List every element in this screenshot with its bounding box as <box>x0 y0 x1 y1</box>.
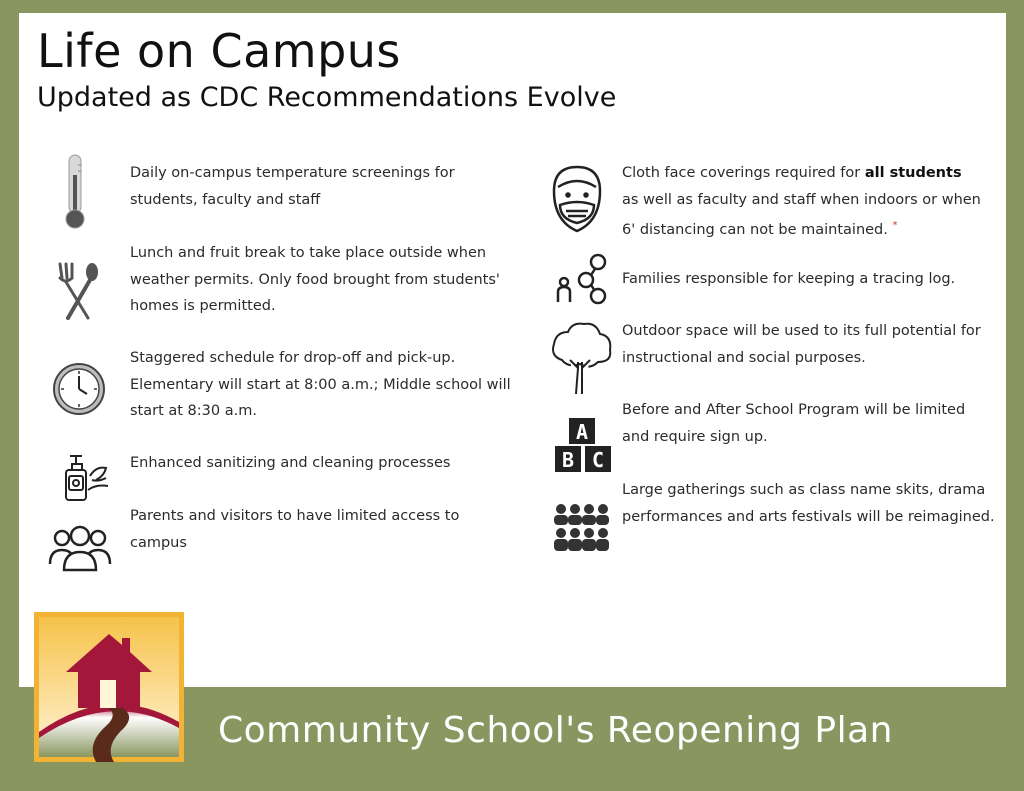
school-logo <box>34 612 184 762</box>
asterisk-mark: * <box>892 220 898 231</box>
page-subtitle: Updated as CDC Recommendations Evolve <box>37 82 617 113</box>
item-text: Outdoor space will be used to its full potential for instructional and social purposes. <box>622 323 981 366</box>
tree-icon <box>548 322 614 396</box>
block-letter-b: B <box>561 448 575 472</box>
audience-icon <box>552 503 610 555</box>
item-text: Lunch and fruit break to take place outside when weather permits. Only food brought from students' homes is permitted. <box>130 245 500 314</box>
item-text: Parents and visitors to have limited access to campus <box>130 508 460 551</box>
block-letter-c: C <box>591 448 605 472</box>
sanitizer-icon <box>60 450 114 504</box>
people-group-icon <box>48 524 112 572</box>
item-text: Before and After School Program will be limited and require sign up. <box>622 402 966 445</box>
tracing-network-icon <box>554 252 608 306</box>
abc-blocks-icon <box>554 417 612 473</box>
item-text-bold: all students <box>864 165 962 181</box>
item-text-end: as well as faculty and staff when indoors or when 6' distancing can not be maintained. <box>622 191 981 238</box>
item-text-start: Cloth face coverings required for <box>622 165 865 181</box>
item-text: Daily on-campus temperature screenings for students, faculty and staff <box>130 165 455 208</box>
clock-icon <box>52 362 106 416</box>
face-mask-icon <box>546 165 608 235</box>
item-text: Large gatherings such as class name skits, drama performances and arts festivals will be reimagined. <box>622 482 995 525</box>
thermometer-icon <box>62 153 88 231</box>
item-text: Families responsible for keeping a tracing log. <box>622 271 956 287</box>
item-text <box>622 160 982 243</box>
page-title: Life on Campus <box>37 24 401 78</box>
footer-title: Community School's Reopening Plan <box>218 710 893 751</box>
item-text: Enhanced sanitizing and cleaning processes <box>130 455 451 471</box>
fork-spoon-icon <box>54 262 104 322</box>
item-text: Staggered schedule for drop-off and pick-up. Elementary will start at 8:00 a.m.; Middle school will start at 8:30 a.m. <box>130 350 511 419</box>
block-letter-a: A <box>575 420 589 444</box>
